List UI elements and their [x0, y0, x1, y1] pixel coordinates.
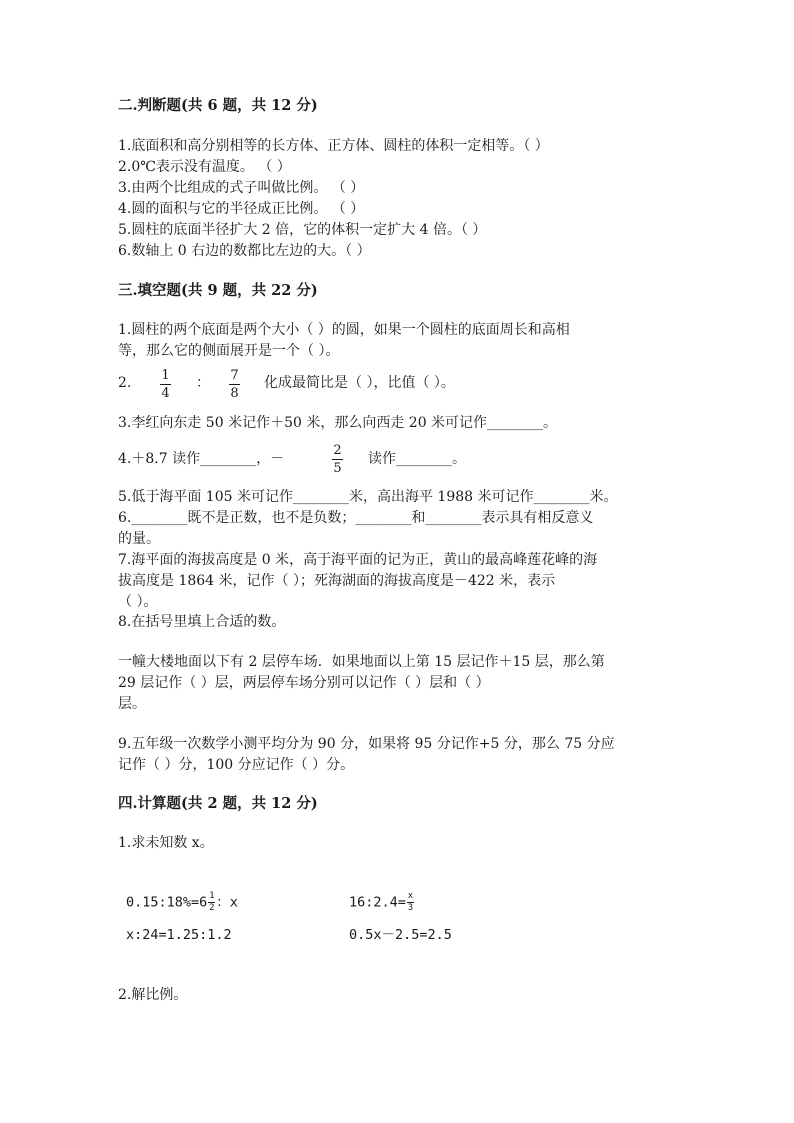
fill-q1-line2: 等，那么它的侧面展开是一个（ ）。 — [118, 343, 340, 359]
fill-q7-line1: 7.海平面的海拔高度是 0 米，高于海平面的记为正，黄山的最高峰莲花峰的海 — [118, 552, 598, 568]
fraction-numerator: 2 — [333, 443, 342, 458]
equation-1-left: 0.15:18%=6 — [126, 894, 208, 911]
fraction-denominator: 2 — [209, 903, 215, 913]
fill-q1-line1: 1.圆柱的两个底面是两个大小（ ）的圆，如果一个圆柱的底面周长和高相 — [118, 322, 570, 338]
judge-item-5: 5.圆柱的底面半径扩大 2 倍，它的体积一定扩大 4 倍。（ ） — [118, 222, 487, 238]
fill-q6-line1: 6.________既不是正数，也不是负数；________和________表示具有相反意义 — [118, 510, 594, 526]
fill-q8-para-line3: 层。 — [118, 696, 146, 712]
calc-q1: 1.求未知数 x。 — [118, 835, 214, 851]
fraction-numerator: 1 — [209, 891, 215, 901]
equation-3: x:24=1.25:1.2 — [126, 927, 232, 943]
fraction-denominator: 5 — [333, 461, 342, 476]
fraction-denominator: 3 — [407, 903, 414, 913]
fraction-numerator: 1 — [161, 368, 170, 383]
judge-item-2: 2.0℃表示没有温度。 （ ） — [118, 159, 291, 175]
fill-q8-para-line1: 一幢大楼地面以下有 2 层停车场．如果地面以上第 15 层记作＋15 层，那么第 — [118, 654, 605, 670]
fill-q6-line2: 的量。 — [118, 531, 160, 547]
fill-q9-line2: 记作（ ）分，100 分应记作（ ）分。 — [118, 757, 355, 773]
equation-2-left: 16:2.4= — [349, 894, 406, 911]
judge-item-4: 4.圆的面积与它的半径成正比例。 （ ） — [118, 201, 365, 217]
fraction-seven-eighths — [229, 368, 240, 401]
section-3-title: 三.填空题(共 9 题，共 22 分) — [118, 282, 318, 299]
fill-q2-prefix: 2. — [118, 375, 132, 391]
fill-q8-para-line2: 29 层记作（ ）层，两层停车场分别可以记作（ ）层和（ ） — [118, 675, 490, 691]
section-2-title: 二.判断题(共 6 题，共 12 分) — [118, 97, 318, 114]
fraction-bar — [229, 384, 240, 385]
calc-q2: 2.解比例。 — [118, 987, 188, 1003]
fill-q3: 3.李红向东走 50 米记作＋50 米，那么向西走 20 米可记作________。 — [118, 415, 558, 431]
judge-item-6: 6.数轴上 0 右边的数都比左边的大。（ ） — [118, 243, 371, 259]
equation-4: 0.5x－2.5=2.5 — [349, 927, 452, 943]
fill-q8: 8.在括号里填上合适的数。 — [118, 614, 286, 630]
fraction-bar — [332, 459, 343, 460]
equation-1-right: ：x — [216, 894, 238, 911]
equation-2 — [349, 892, 415, 913]
fill-q2-text: 化成最简比是（ ），比值（ ）。 — [264, 375, 455, 391]
fill-q5: 5.低于海平面 105 米可记作________米，高出海平 1988 米可记作________米。 — [118, 489, 618, 505]
fraction-numerator: 7 — [230, 368, 239, 383]
section-4-title: 四.计算题(共 2 题，共 12 分) — [118, 795, 318, 812]
fraction-two-fifths — [332, 443, 343, 476]
fill-q4-suffix: 读作________。 — [368, 451, 466, 467]
judge-item-3: 3.由两个比组成的式子叫做比例。 （ ） — [118, 180, 365, 196]
fill-q4-prefix: 4.＋8.7 读作________，－ — [118, 451, 285, 467]
fraction-bar — [160, 384, 171, 385]
mixed-fraction — [208, 892, 215, 913]
equation-1 — [126, 892, 238, 913]
fraction-numerator: x — [407, 891, 414, 901]
fraction-one-quarter — [160, 368, 171, 401]
fraction-denominator: 8 — [230, 386, 239, 401]
ratio-colon: ： — [196, 375, 210, 391]
fill-q7-line2: 拔高度是 1864 米，记作（ ）；死海湖面的海拔高度是－422 米，表示 — [118, 573, 556, 589]
fill-q7-line3: （ ）。 — [118, 594, 158, 610]
fill-q9-line1: 9.五年级一次数学小测平均分为 90 分，如果将 95 分记作+5 分，那么 75 分应 — [118, 736, 615, 752]
small-fraction — [407, 892, 414, 913]
fraction-denominator: 4 — [161, 386, 170, 401]
judge-item-1: 1.底面积和高分别相等的长方体、正方体、圆柱的体积一定相等。（ ） — [118, 138, 549, 154]
